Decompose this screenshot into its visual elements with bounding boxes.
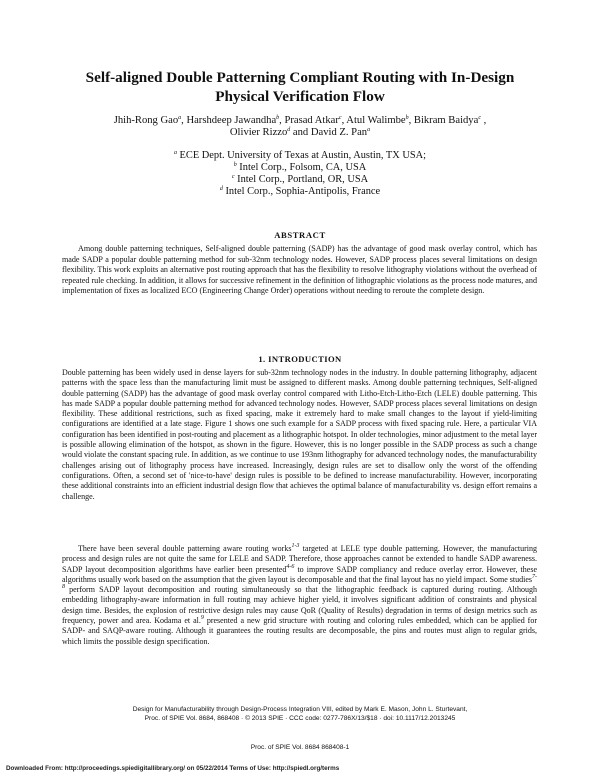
paragraph-run: There have been several double patterning aware routing works — [78, 544, 292, 553]
author-line: Olivier Rizzo$^d$ and David Z. Pan$^a$ — [229, 127, 371, 138]
author-affil-mark: d — [287, 127, 291, 133]
citation-ref: 7-8 — [62, 573, 537, 591]
author-affil-mark: a — [367, 127, 371, 133]
affiliation-text: ECE Dept. University of Texas at Austin, Austin, TX USA; — [176, 150, 427, 161]
author-name: Olivier Rizzo — [229, 127, 288, 138]
author-name: Atul Walimbe — [346, 115, 406, 126]
paragraph-run: perform SADP layout decomposition and routing simultaneously so that the lithographic feedback is captured during routing. Although embedding lithography-aware information in full routing may achieve higher yield, it involves significant addition of constraints and physical design time. Besides, the explosion of restrictive design rules may cause QoR (Quality of Results) degradation in terms of design metrics such as frequency, power and area. Kodama et al. — [62, 585, 537, 626]
footer-line-2: Proc. of SPIE Vol. 8684, 868408 · © 2013 SPIE · CCC code: 0277-786X/13/$18 · doi: 10.1117/12.2013245 — [144, 714, 456, 722]
paragraph-run: to improve SADP compliancy and reduce overlay error. However, these algorithms usually work based on the assumption that the given layout is decomposable and that the final layout has no yield impact. Some studies — [62, 564, 537, 584]
author-name: Jhih-Rong Gao — [113, 115, 179, 126]
page-number: Proc. of SPIE Vol. 8684 868408-1 — [250, 744, 350, 751]
author-affil-mark: a — [178, 115, 182, 121]
affiliation-text: Intel Corp., Folsom, CA, USA — [236, 162, 367, 173]
affiliations — [120, 150, 480, 198]
intro-paragraph-1: Double patterning has been widely used in dense layers for sub-32nm technology nodes in the industry. In double patterning lithography, adjacent patterns with the space less than the manufacturing limit must be assigned to different masks. Among double patterning techniques, Self-aligned double patterning (SADP) has the advantage of good mask overlay control compared with Litho-Etch-Litho-Etch (LELE) double patterning. This has made SADP a popular double patterning method for advanced technology nodes. However, SADP process places several limitations on design flexibility. These additional restrictions, such as fixed spacing, make it extremely hard to make small changes to the layout if yield-limiting configurations are identified at a late stage. Figure 1 shows one such example for a SADP process with fixed spacing rule. Here, a particular VIA configuration has been identified in post-routing and placement as a lithographic hotspot. In older technologies, minor adjustment to the metal layer is possible allowing elimination of the hotspot, as shown in the figure. However, this is no longer possible in the SADP process as such a change would violate the constant spacing rule. In addition, as we continue to use 193nm lithography for advanced technology nodes, the manufacturability challenges arising out of lithography process have increased. Increasingly, design rules are set to disallow only the worst of the offending configurations. Often, a second set of 'nice-to-have' design rules is possible to be defined to increase manufacturability. However, incorporating these additional constraints into an efficient industrial design flow that achieves the optimal balance of manufacturability vs. design effort remains a challenge. — [62, 368, 537, 501]
affiliation-mark: a — [173, 150, 177, 156]
citation-ref: 1-3 — [291, 543, 300, 549]
publication-footer — [0, 706, 600, 723]
affiliation-text: Intel Corp., Sophia-Antipolis, France — [222, 186, 381, 197]
author-list — [70, 115, 530, 139]
paper-title-line1: Self-aligned Double Patterning Compliant Routing with In-Design — [85, 69, 515, 86]
affiliation-mark: c — [231, 174, 235, 180]
paper-title-line2: Physical Verification Flow — [215, 88, 385, 105]
intro-paragraph-2 — [62, 544, 537, 647]
affiliation-line — [120, 162, 480, 174]
author-affil-mark: c — [478, 115, 481, 121]
paper-title — [40, 68, 560, 106]
author-affil-mark: b — [405, 115, 409, 121]
author-line: Jhih-Rong Gao$^a$, Harshdeep Jawandha$^b$, Prasad Atkar$^c$, Atul Walimbe$^b$, Bikram Baidya$^c$ , — [113, 115, 487, 126]
section-heading-introduction: 1. INTRODUCTION — [258, 354, 342, 364]
footer-line-1: Design for Manufacturability through Design-Process Integration VIII, edited by Mark E. Mason, John L. Sturtevant, — [132, 706, 468, 713]
affiliation-mark: d — [219, 186, 223, 192]
citation-ref: 9 — [200, 615, 204, 622]
author-affil-mark: b — [276, 115, 280, 121]
affiliation-line — [120, 174, 480, 186]
affiliation-text: Intel Corp., Portland, OR, USA — [234, 174, 369, 185]
author-name: Prasad Atkar — [284, 115, 339, 126]
author-name: Bikram Baidya — [413, 115, 479, 126]
affiliation-mark: b — [233, 162, 237, 168]
affiliation-line — [120, 186, 480, 198]
download-note: Downloaded From: http://proceedings.spiedigitallibrary.org/ on 05/22/2014 Terms of Use: http://spiedl.org/terms — [6, 765, 340, 772]
paragraph-run: targeted at LELE type double patterning. However, the manufacturing process and design rules are not quite the same for LELE and SADP. Therefore, those approaches cannot be extended to handle SADP awareness. SADP layout decomposition algorithms have earlier been presented — [62, 544, 537, 574]
abstract-heading: ABSTRACT — [274, 230, 326, 240]
abstract-text: Among double patterning techniques, Self-aligned double patterning (SADP) has the advantage of good mask overlay control, which has made SADP a popular double patterning method for sub-32nm technology nodes. However, SADP process places several limitations on design flexibility. This work exploits an alternative post routing approach that has the flexibility to resolve lithography violations without the overhead of repeated rule checking. In addition, it allows for successive refinement in the definition of lithographic violations as the process node matures, and implementation of fixes as localized ECO (Engineering Change Order) operations without needing to reroute the complete design. — [62, 244, 537, 296]
author-name: Harshdeep Jawandha — [186, 115, 277, 126]
author-affil-mark: c — [338, 115, 342, 121]
affiliation-line — [120, 150, 480, 162]
author-name: David Z. Pan — [310, 127, 368, 138]
citation-ref: 4-6 — [286, 563, 295, 570]
paragraph-run: presented a new grid structure with routing and coloring rules embedded, which can be applied for SADP- and SAQP-aware routing. Although it guarantees the routing results are decomposable, the pins and routes must align to regular grids, which limits the possible design specification. — [62, 616, 538, 646]
